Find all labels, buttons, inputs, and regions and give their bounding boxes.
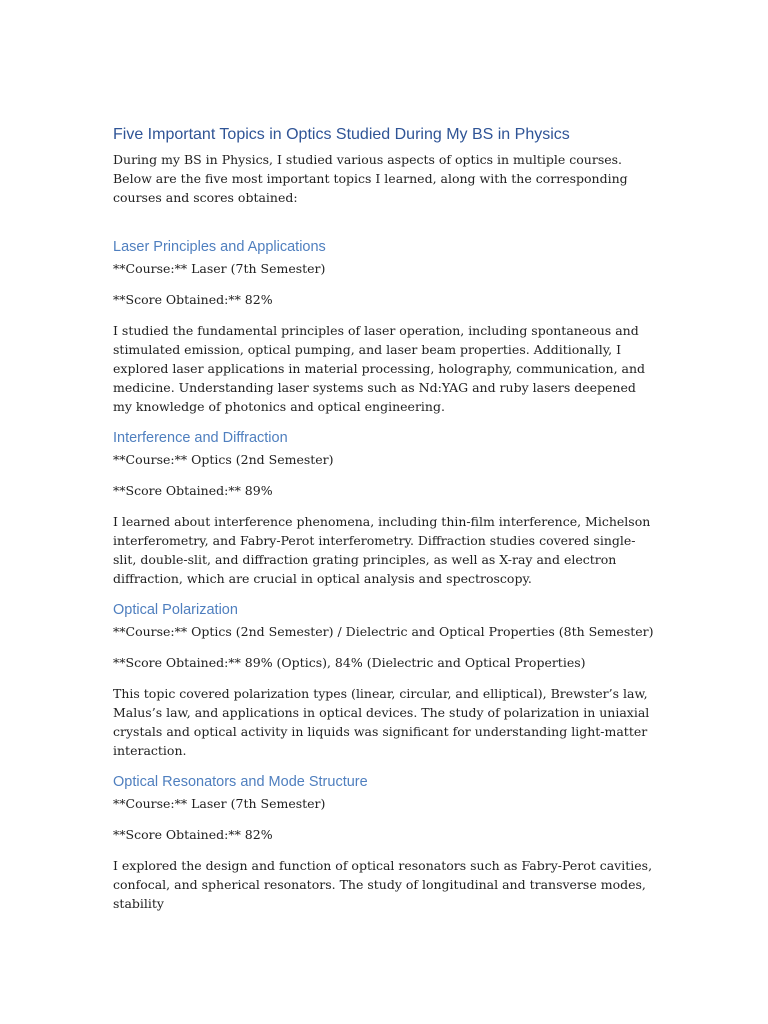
- topic-heading: Laser Principles and Applications: [113, 239, 326, 255]
- intro-paragraph: During my BS in Physics, I studied various aspects of optics in multiple courses. Below are the five most important topics I learned, along with the corresponding courses and scores obtained:: [113, 152, 628, 205]
- topic-section: [113, 428, 656, 588]
- topic-heading: Optical Polarization: [113, 602, 238, 618]
- topic-paragraph: I explored the design and function of optical resonators such as Fabry-Perot cavities, confocal, and spherical resonators. The study of longitudinal and transverse modes, stability: [113, 858, 653, 911]
- topic-heading: Interference and Diffraction: [113, 430, 288, 446]
- topic-paragraph: **Course:** Optics (2nd Semester) / Dielectric and Optical Properties (8th Semester): [113, 624, 654, 639]
- topic-paragraph: **Score Obtained:** 89% (Optics), 84% (Dielectric and Optical Properties): [113, 655, 586, 670]
- topic-heading: Optical Resonators and Mode Structure: [113, 774, 368, 790]
- topic-paragraph: I studied the fundamental principles of laser operation, including spontaneous and stimulated emission, optical pumping, and laser beam properties. Additionally, I explored laser applications in material processing, holography, communication, and medicine. Understanding laser systems such as Nd:YAG and ruby lasers deepened my knowledge of photonics and optical engineering.: [113, 323, 646, 414]
- topic-section: [113, 237, 656, 416]
- topic-paragraph: I learned about interference phenomena, including thin-film interference, Michelson interferometry, and Fabry-Perot interferometry. Diffraction studies covered single-slit, double-slit, and diffraction grating principles, as well as X-ray and electron diffraction, which are crucial in optical analysis and spectroscopy.: [113, 514, 651, 586]
- topic-paragraph: **Score Obtained:** 89%: [113, 483, 273, 498]
- topic-section: [113, 600, 656, 760]
- topic-paragraph: **Score Obtained:** 82%: [113, 292, 273, 307]
- topic-paragraph: **Course:** Optics (2nd Semester): [113, 452, 334, 467]
- topic-paragraph: **Course:** Laser (7th Semester): [113, 261, 326, 276]
- topic-paragraph: **Course:** Laser (7th Semester): [113, 796, 326, 811]
- topic-paragraph: **Score Obtained:** 82%: [113, 827, 273, 842]
- topics-list: [113, 237, 656, 913]
- document-title: Five Important Topics in Optics Studied During My BS in Physics: [113, 126, 570, 143]
- topic-paragraph: This topic covered polarization types (linear, circular, and elliptical), Brewster’s law, Malus’s law, and applications in optical devices. The study of polarization in uniaxial crystals and optical activity in liquids was significant for understanding light-matter interaction.: [113, 686, 650, 758]
- topic-section: [113, 772, 656, 913]
